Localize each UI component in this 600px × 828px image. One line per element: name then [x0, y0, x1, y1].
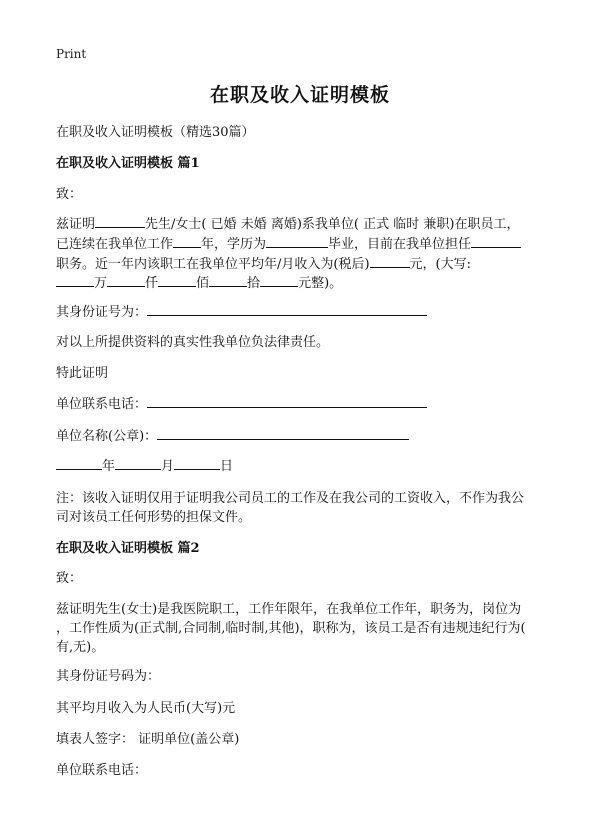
- phone-field: [147, 395, 427, 408]
- note-line-1: 注：该收入证明仅用于证明我公司员工的工作及在我公司的工资收入，不作为我公: [56, 491, 525, 506]
- section2-phone-label: 单位联系电话：: [56, 763, 148, 778]
- certify-text: 特此证明: [56, 366, 109, 381]
- text-segment: 元整)。: [298, 276, 343, 291]
- date-day-label: 日: [220, 459, 234, 474]
- section1-heading: 在职及收入证明模板 篇1: [56, 156, 200, 171]
- text-segment: 佰: [196, 276, 210, 291]
- blank-year: [56, 457, 102, 470]
- blank-education: [266, 235, 328, 248]
- id-number-field: [147, 303, 427, 316]
- blank-income: [370, 255, 410, 268]
- date-line: [56, 455, 233, 474]
- text-segment: 职务。近一年内该职工在我单位平均年/月收入为(税后): [56, 257, 370, 272]
- section1-para-line-4: [56, 272, 342, 291]
- responsibility-text: 对以上所提供资料的真实性我单位负法律责任。: [56, 335, 330, 350]
- text-segment: 毕业，目前在我单位担任: [328, 237, 472, 252]
- section2-id-label: 其身份证号码为：: [56, 669, 161, 684]
- blank-position: [471, 235, 521, 248]
- section1-para-line-2: [56, 233, 521, 252]
- section2-heading: 在职及收入证明模板 篇2: [56, 541, 200, 556]
- phone-line: [56, 393, 427, 412]
- id-label: 其身份证号为：: [56, 305, 148, 320]
- subtitle: 在职及收入证明模板（精选30篇）: [56, 125, 255, 140]
- text-segment: 万: [94, 276, 108, 291]
- blank-years: [173, 235, 201, 248]
- phone-label: 单位联系电话：: [56, 397, 148, 412]
- blank-day: [174, 457, 220, 470]
- unit-name-line: [56, 425, 409, 444]
- text-segment: 元，(大写:: [409, 257, 471, 272]
- section2-para-line-1: 兹证明先生(女士)是我医院职工，工作年限年，在我单位工作年，职务为，岗位为: [56, 602, 522, 617]
- date-month-label: 月: [161, 459, 175, 474]
- section1-salutation: 致：: [56, 187, 83, 202]
- blank-wan: [56, 274, 94, 287]
- date-year-label: 年: [102, 459, 116, 474]
- section2-para-line-3: 有,无)。: [56, 640, 105, 655]
- note-line-2: 司对该员工任何形势的担保文件。: [56, 510, 252, 525]
- id-number-line: [56, 301, 427, 320]
- text-segment: 先生/女士( 已婚 未婚 离婚)系我单位( 正式 临时 兼职)在职员工，: [145, 217, 520, 232]
- page-title: 在职及收入证明模板: [209, 84, 390, 106]
- blank-bai: [158, 274, 196, 287]
- section1-para-line-3: [56, 253, 471, 272]
- text-segment: 拾: [247, 276, 261, 291]
- text-segment: 已连续在我单位工作: [56, 237, 174, 252]
- section2-income: 其平均月收入为人民币(大写)元: [56, 701, 236, 716]
- section2-para-line-2: ，工作性质为(正式制,合同制,临时制,其他)，职称为，该员工是否有违规违纪行为(: [56, 621, 526, 636]
- unit-label: 单位名称(公章)：: [56, 429, 158, 444]
- blank-yuan: [260, 274, 298, 287]
- blank-name: [95, 215, 145, 228]
- blank-shi: [209, 274, 247, 287]
- text-segment: 年，学历为: [201, 237, 267, 252]
- print-link[interactable]: Print: [56, 47, 87, 61]
- text-segment: 仟: [145, 276, 159, 291]
- section2-salutation: 致：: [56, 571, 83, 586]
- section1-para-line-1: [56, 213, 519, 232]
- text-segment: 兹证明: [56, 217, 96, 232]
- unit-field: [157, 427, 409, 440]
- blank-qian: [107, 274, 145, 287]
- section2-sign: 填表人签字： 证明单位(盖公章): [56, 732, 240, 747]
- blank-month: [115, 457, 161, 470]
